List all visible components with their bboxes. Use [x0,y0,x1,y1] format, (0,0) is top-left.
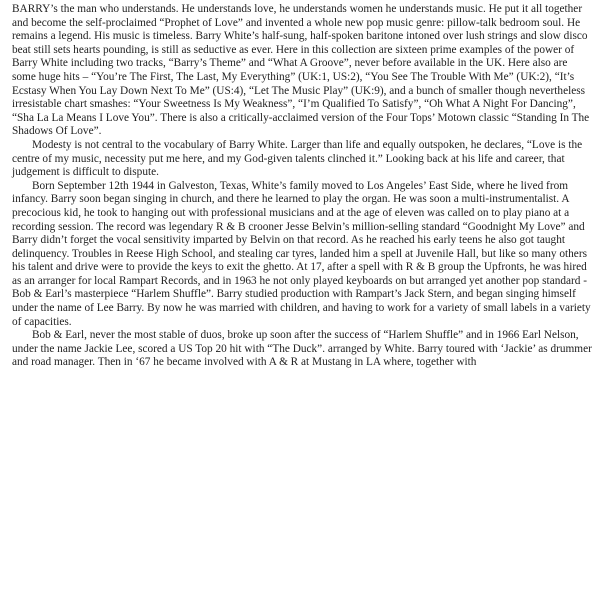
paragraph-bob-and-earl: Bob & Earl, never the most stable of duos, broke up soon after the success of “Harlem Shuffle” and in 1966 Earl Nelson, under the name Jackie Lee, scored a US Top 20 hit with “The Duck”. arranged by White. Barry toured with ‘Jackie’ as drummer and road manager. Then in ‘67 he became involved with A & R at Mustang in LA where, together with [12,329,592,369]
paragraph-intro: BARRY’s the man who understands. He understands love, he understands women he understands music. He put it all together and become the self-proclaimed “Prophet of Love” and invented a whole new pop music genre: pillow-talk bedroom soul. He remains a legend. His music is timeless. Barry White’s half-sung, half-spoken baritone intoned over lush strings and slow disco beat still sets hearts pounding, is still as seductive as ever. Here in this collection are sixteen prime examples of the power of Barry White including two tracks, “Barry’s Theme” and “What A Groove”, never before available in the UK. Here also are some huge hits – “You’re The First, The Last, My Everything” (UK:1, US:2), “You See The Trouble With Me” (UK:2), “It’s Ecstasy When You Lay Down Next To Me” (US:4), “Let The Music Play” (UK:9), and a bunch of smaller though nevertheless irresistable chart smashes: “Your Sweetness Is My Weakness”, “I’m Qualified To Satisfy”, “Oh What A Night For Dancing”, “Sha La La Means I Love You”. There is also a critically-acclaimed version of the Four Tops’ Motown classic “Standing In The Shadows Of Love”. [12,3,590,138]
paragraph-early-life: Born September 12th 1944 in Galveston, Texas, White’s family moved to Los Angeles’ East Side, where he lived from infancy. Barry soon began singing in church, and there he learned to play the organ. He was soon a multi-instrumentalist. A precocious kid, he took to hanging out with professional musicians and at the age of eleven was called on to play piano at a recording session. The record was legendary R & B crooner Jesse Belvin’s million-selling standard “Goodnight My Love” and Barry didn’t forget the vocal sensitivity imparted by Belvin on that record. As he reached his early teens he also got taught delinquency. Troubles in Reese High School, and stealing car tyres, landed him a spell at Juvenile Hall, but like so many others his talent and drive were to provide the keys to exit the ghetto. At 17, after a spell with R & B group the Upfronts, he was hired as an arranger for local Rampart Records, and in 1963 he not only played keyboards on but arranged yet another pop standard - Bob & Earl’s masterpiece “Harlem Shuffle”. Barry studied production with Rampart’s Jack Stern, and began singing himself under the name of Lee Barry. By now he was married with children, and having to work for a variety of small labels in a variety of capacities. [12,179,591,328]
paragraph-modesty: Modesty is not central to the vocabulary of Barry White. Larger than life and equally outspoken, he declares, “Love is the centre of my music, necessity put me here, and my God-given talents clinched it.” Looking back at his life and career, that judgement is difficult to dispute. [12,138,583,179]
